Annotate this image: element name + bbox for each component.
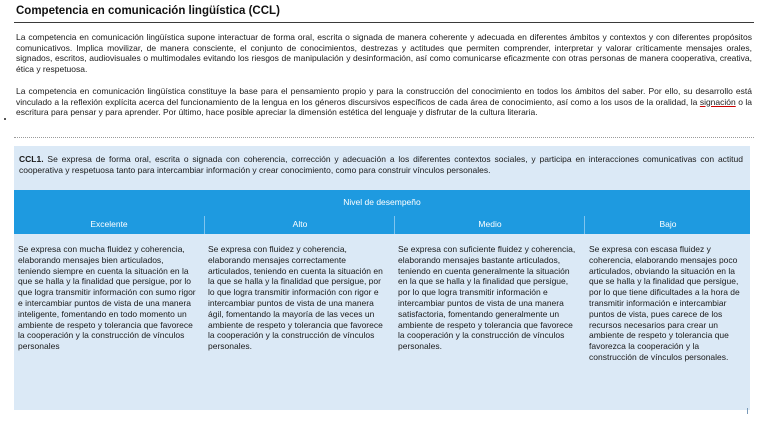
section-divider [14, 137, 754, 138]
level-description-medio: Se expresa con suficiente fluidez y coherencia, elaborando mensajes bastante articulados, teniendo en cuenta generalmente la situación en la que se halla y la finalidad que persigue, por lo que logra transmitir información e intercambiar puntos de vista de una manera satisfactoria, fomentando generalmente un ambiente de respeto y tolerancia que favorece la cooperación y la construcción de vínculos personales. [398, 244, 576, 352]
paragraph-2-text-start: La competencia en comunicación lingüística constituye la base para el pensamiento propio y para la construcción del conocimiento en todos los ámbitos del saber. Por ello, su desarrollo está vinculado a la reflexión explícita acerca del funcionamiento de la lengua en los géneros discursivos específicos de cada área de conocimiento, así como a los usos de la oralidad, la [16, 86, 752, 107]
intro-paragraph-1: La competencia en comunicación lingüística supone interactuar de forma oral, escrita o signada de manera coherente y adecuada en diferentes ámbitos y contextos y con diferentes propósitos comunicativos. Implica movilizar, de manera consciente, el conjunto de conocimientos, destrezas y actitudes que permiten comprender, interpretar y valorar críticamente mensajes orales, signados, escritos, audiovisuales o multimodales evitando los riesgos de manipulación y desinformación, así como comunicarse eficazmente con otras personas de manera cooperativa, creativa, ética y respetuosa. [16, 32, 752, 74]
level-columns-header [14, 216, 750, 234]
ccl1-code: CCL1. [19, 154, 44, 164]
page-title: Competencia en comunicación lingüística (CCL) [16, 5, 280, 17]
paragraph-2-text-end: o la escritura para pensar y para aprender. Por último, hace posible apreciar la dimensión estética del lenguaje y disfrutar de la cultura literaria. [16, 96, 752, 118]
margin-mark [4, 118, 6, 120]
column-head-bajo: Bajo [584, 216, 751, 234]
title-bar [14, 2, 754, 23]
margin-tick [747, 408, 748, 414]
ccl1-statement [19, 154, 743, 176]
level-description-excelente: Se expresa con mucha fluidez y coherencia, elaborando mensajes bien articulados, teniendo siempre en cuenta la situación en la que se halla y la finalidad que persigue, por lo que logra transmitir información con sumo rigor e intercambiar puntos de vista de una manera inteligente, fomentando en todo momento un ambiente de respeto y tolerancia que favorece la cooperación y la construcción de vínculos personales [18, 244, 196, 352]
column-head-alto: Alto [204, 216, 395, 234]
level-description-bajo: Se expresa con escasa fluidez y coherencia, elaborando mensajes poco articulados, obviando la situación en la que se halla y la finalidad que persigue, por lo que tiene dificultades a la hora de transmitir información e intercambiar puntos de vista, pues carece de los recursos necesarios para crear un ambiente de respeto y tolerancia que favorezca la cooperación y la construcción de vínculos personales. [589, 244, 740, 362]
ccl1-description: Se expresa de forma oral, escrita o signada con coherencia, corrección y adecuación a los diferentes contextos sociales, y participa en interacciones comunicativas con actitud cooperativa y respetuosa tanto para intercambiar información y crear conocimiento, como para construir vínculos personales. [19, 154, 743, 175]
performance-level-header [14, 190, 750, 216]
underlined-word: signación [699, 96, 736, 107]
ccl1-descriptor-box [14, 146, 750, 410]
column-head-excelente: Excelente [90, 219, 128, 229]
level-description-alto: Se expresa con fluidez y coherencia, elaborando mensajes correctamente articulados, teniendo en cuenta la situación en la que se halla y la finalidad que persigue, por lo que logra transmitir información con rigor e intercambiar puntos de vista de una manera ágil, fomentando la mayoría de las veces un ambiente de respeto y tolerancia que favorece la cooperación y la construcción de vínculos personales. [208, 244, 383, 352]
performance-level-label: Nivel de desempeño [343, 197, 421, 207]
intro-paragraph-2 [16, 86, 752, 118]
column-head-medio: Medio [394, 216, 585, 234]
